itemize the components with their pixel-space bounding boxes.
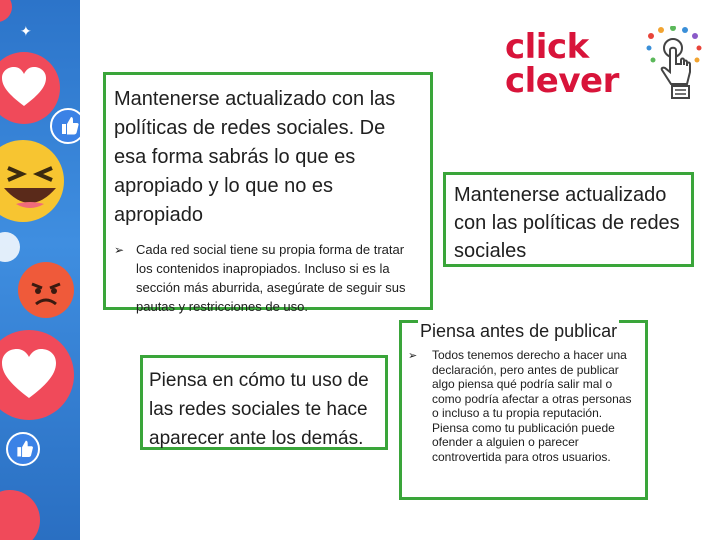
thumbs-up-icon bbox=[6, 432, 40, 466]
policies-lead-text: Mantenerse actualizado con las políticas de redes sociales. De esa forma sabrás lo que es apropiado y lo que no es apropiado bbox=[114, 88, 396, 226]
arrowhead-bullet-icon: ➢ bbox=[408, 349, 418, 362]
angry-emoji-icon bbox=[18, 262, 74, 318]
logo-line-2: clever bbox=[505, 61, 619, 101]
policies-summary-text: Mantenerse actualizado con las políticas de redes sociales bbox=[454, 184, 680, 262]
logo-line-1: click bbox=[505, 27, 589, 67]
hand-touch-icon bbox=[645, 26, 707, 100]
thumbs-up-icon bbox=[50, 108, 80, 144]
think-before-posting-box bbox=[399, 320, 648, 500]
heart-icon bbox=[0, 52, 60, 124]
think-before-posting-title: Piensa antes de publicar bbox=[420, 321, 618, 341]
policies-main-box bbox=[103, 72, 433, 314]
self-image-text: Piensa en cómo tu uso de las redes sociales te hace aparecer ante los demás. bbox=[149, 370, 369, 449]
policies-bullet-text: Cada red social tiene su propia forma de tratar los contenidos inapropiados. Incluso si es la sección más aburrida, asegúrate de seguir sus pautas y restricciones de uso. bbox=[136, 242, 406, 314]
heart-icon bbox=[0, 0, 12, 22]
policies-summary-box bbox=[443, 172, 694, 267]
list-item bbox=[408, 348, 639, 464]
heart-icon bbox=[0, 490, 40, 540]
self-image-box bbox=[140, 355, 388, 450]
list-item bbox=[114, 240, 422, 316]
logo-wordmark bbox=[505, 27, 619, 101]
like-bubble-icon bbox=[0, 232, 20, 262]
think-before-posting-text: Todos tenemos derecho a hacer una declaración, pero antes de publicar algo piensa qué podría salir mal o como podría afectar a otras personas o incluso a tu propia reputación. Piensa como tu publicación puede ofender a alguien o parecer controvertida para otros usuarios. bbox=[432, 348, 632, 464]
click-clever-logo bbox=[505, 27, 715, 105]
sparkle-icon: ✦ bbox=[20, 24, 32, 40]
laughing-emoji-icon bbox=[0, 140, 64, 222]
decorative-reaction-strip bbox=[0, 0, 80, 540]
arrowhead-bullet-icon: ➢ bbox=[114, 243, 125, 257]
heart-icon bbox=[0, 330, 74, 420]
